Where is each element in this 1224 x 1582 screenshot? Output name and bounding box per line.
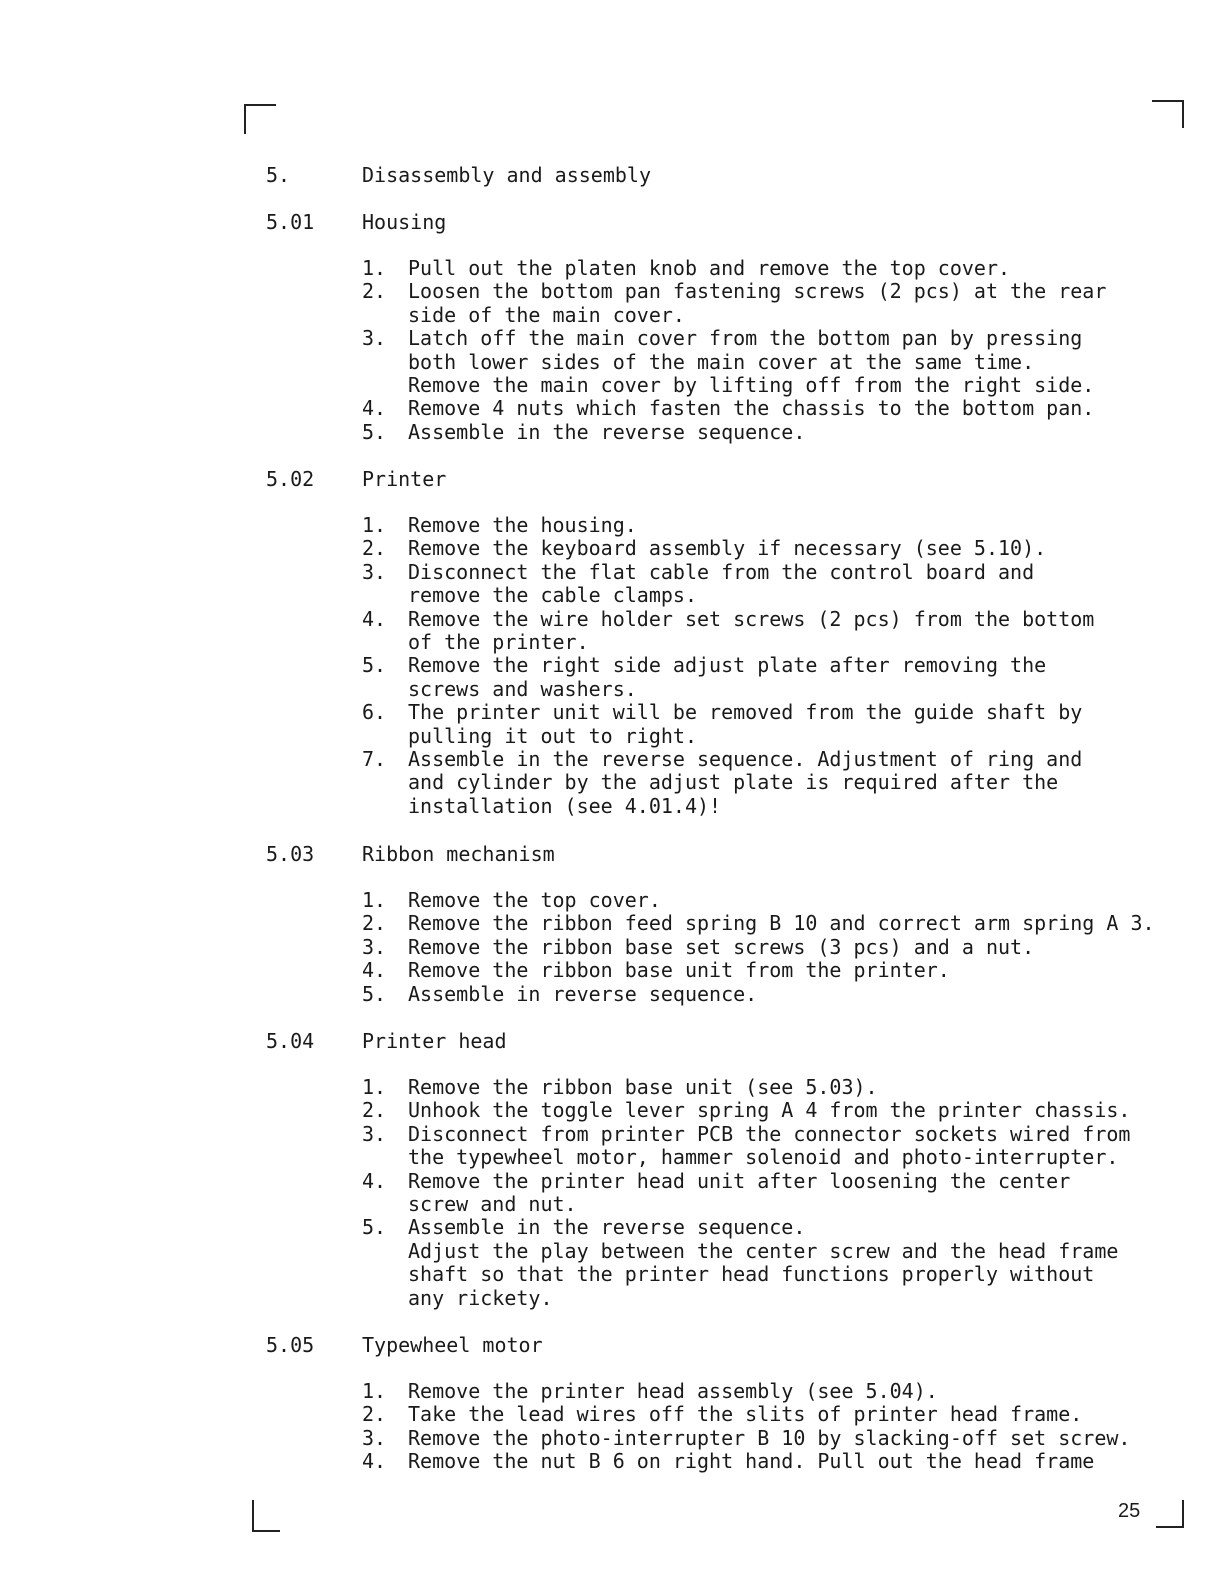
- crop-mark-top-right: [1152, 100, 1184, 128]
- step-number: 5.: [362, 981, 387, 1006]
- step-item: [362, 1170, 1156, 1217]
- step-item: [362, 936, 1156, 959]
- section-title: Housing: [362, 210, 447, 234]
- section-title: Printer head: [362, 1029, 507, 1053]
- step-list: [362, 514, 1156, 818]
- step-number: 4.: [362, 1449, 387, 1474]
- step-list: [362, 1380, 1156, 1474]
- step-number: 4.: [362, 606, 387, 631]
- step-number: 3.: [362, 326, 387, 351]
- step-number: 2.: [362, 1098, 387, 1123]
- step-number: 4.: [362, 1168, 387, 1193]
- step-text: Remove 4 nuts which fasten the chassis to the bottom pan.: [408, 396, 1095, 421]
- step-item: [362, 397, 1156, 420]
- step-text: Remove the nut B 6 on right hand. Pull out the head frame: [408, 1449, 1095, 1474]
- step-number: 1.: [362, 256, 387, 280]
- step-number: 2.: [362, 279, 387, 304]
- step-number: 3.: [362, 934, 387, 959]
- step-text: Disconnect the flat cable from the control board and remove the cable clamps.: [408, 559, 1035, 608]
- section-title: Printer: [362, 467, 447, 491]
- step-text: Take the lead wires off the slits of printer head frame.: [408, 1402, 1083, 1427]
- step-item: [362, 748, 1156, 818]
- section-number: 5.01: [266, 210, 315, 234]
- section: [266, 1029, 1156, 1310]
- step-text: Assemble in the reverse sequence.: [408, 419, 806, 444]
- step-number: 2.: [362, 1402, 387, 1427]
- step-text: Remove the printer head assembly (see 5.04).: [408, 1379, 938, 1403]
- step-text: Remove the ribbon base set screws (3 pcs) and a nut.: [408, 934, 1035, 959]
- step-item: [362, 701, 1156, 748]
- step-text: Remove the ribbon base unit (see 5.03).: [408, 1075, 878, 1099]
- section-heading: [266, 842, 1156, 866]
- step-item: [362, 654, 1156, 701]
- step-text: Pull out the platen knob and remove the top cover.: [408, 256, 1011, 280]
- crop-mark-top-left: [244, 104, 276, 134]
- step-item: [362, 421, 1156, 444]
- step-item: [362, 1076, 1156, 1099]
- section-number: 5.02: [266, 467, 315, 491]
- step-item: [362, 1380, 1156, 1403]
- step-item: [362, 561, 1156, 608]
- step-number: 3.: [362, 559, 387, 584]
- step-item: [362, 537, 1156, 560]
- step-text: Remove the right side adjust plate after removing the screws and washers.: [408, 653, 1047, 701]
- crop-mark-bottom-left: [252, 1500, 280, 1532]
- page-number: 25: [1118, 1500, 1141, 1522]
- section-heading: [266, 467, 1156, 491]
- section: [266, 210, 1156, 444]
- step-item: [362, 257, 1156, 280]
- section-number: 5.: [266, 163, 291, 187]
- step-item: [362, 1450, 1156, 1473]
- step-number: 1.: [362, 1075, 387, 1099]
- crop-mark-bottom-right: [1156, 1500, 1184, 1528]
- section-title: Typewheel motor: [362, 1333, 543, 1357]
- step-text: Remove the housing.: [408, 513, 637, 537]
- step-number: 1.: [362, 1379, 387, 1403]
- step-number: 4.: [362, 958, 387, 983]
- step-text: Assemble in the reverse sequence. Adjustment of ring and and cylinder by the adjust plate is required after the installation (see 4.01.4)!: [408, 747, 1083, 818]
- section-title: Ribbon mechanism: [362, 842, 555, 866]
- step-number: 7.: [362, 747, 387, 772]
- section-number: 5.04: [266, 1029, 315, 1053]
- section: [266, 163, 1156, 187]
- step-item: [362, 1427, 1156, 1450]
- section-heading: [266, 163, 1156, 187]
- step-list: [362, 1076, 1156, 1310]
- step-text: Remove the printer head unit after loosening the center screw and nut.: [408, 1168, 1071, 1217]
- step-number: 5.: [362, 1215, 387, 1240]
- section: [266, 467, 1156, 818]
- step-text: Remove the top cover.: [408, 888, 661, 912]
- section-heading: [266, 1333, 1156, 1357]
- step-item: [362, 1403, 1156, 1426]
- step-number: 2.: [362, 911, 387, 936]
- step-item: [362, 1123, 1156, 1170]
- step-text: Disconnect from printer PCB the connector sockets wired from the typewheel motor, hammer solenoid and photo-interrupter.: [408, 1121, 1131, 1170]
- step-text: Unhook the toggle lever spring A 4 from the printer chassis.: [408, 1098, 1131, 1123]
- step-item: [362, 280, 1156, 327]
- step-item: [362, 1216, 1156, 1310]
- step-text: Remove the ribbon base unit from the printer.: [408, 958, 950, 983]
- step-item: [362, 608, 1156, 655]
- step-number: 3.: [362, 1121, 387, 1146]
- step-list: [362, 889, 1156, 1006]
- step-number: 2.: [362, 536, 387, 561]
- step-text: Remove the photo-interrupter B 10 by slacking-off set screw.: [408, 1425, 1131, 1450]
- step-text: Remove the ribbon feed spring B 10 and correct arm spring A 3.: [408, 911, 1155, 936]
- section: [266, 842, 1156, 1006]
- step-item: [362, 1099, 1156, 1122]
- step-item: [362, 983, 1156, 1006]
- step-text: Assemble in reverse sequence.: [408, 981, 758, 1006]
- step-number: 3.: [362, 1425, 387, 1450]
- step-number: 1.: [362, 888, 387, 912]
- section-number: 5.05: [266, 1333, 315, 1357]
- step-number: 5.: [362, 419, 387, 444]
- step-number: 5.: [362, 653, 387, 678]
- section-title: Disassembly and assembly: [362, 163, 651, 187]
- section-heading: [266, 210, 1156, 234]
- step-text: Latch off the main cover from the bottom pan by pressing both lower sides of the main cover at the same time. Remove the main cover by lifting off from the right side.: [408, 326, 1095, 398]
- step-item: [362, 327, 1156, 397]
- step-item: [362, 959, 1156, 982]
- step-text: Assemble in the reverse sequence. Adjust the play between the center screw and the head frame shaft so that the printer head functions properly without any rickety.: [408, 1215, 1119, 1310]
- step-text: Remove the wire holder set screws (2 pcs) from the bottom of the printer.: [408, 606, 1095, 655]
- section: [266, 1333, 1156, 1474]
- step-item: [362, 889, 1156, 912]
- step-text: Remove the keyboard assembly if necessary (see 5.10).: [408, 536, 1047, 561]
- step-text: Loosen the bottom pan fastening screws (2 pcs) at the rear side of the main cover.: [408, 279, 1107, 327]
- step-number: 1.: [362, 513, 387, 537]
- step-item: [362, 912, 1156, 935]
- step-list: [362, 257, 1156, 444]
- section-number: 5.03: [266, 842, 315, 866]
- step-item: [362, 514, 1156, 537]
- step-number: 4.: [362, 396, 387, 421]
- section-heading: [266, 1029, 1156, 1053]
- step-number: 6.: [362, 700, 387, 725]
- step-text: The printer unit will be removed from the guide shaft by pulling it out to right.: [408, 700, 1083, 748]
